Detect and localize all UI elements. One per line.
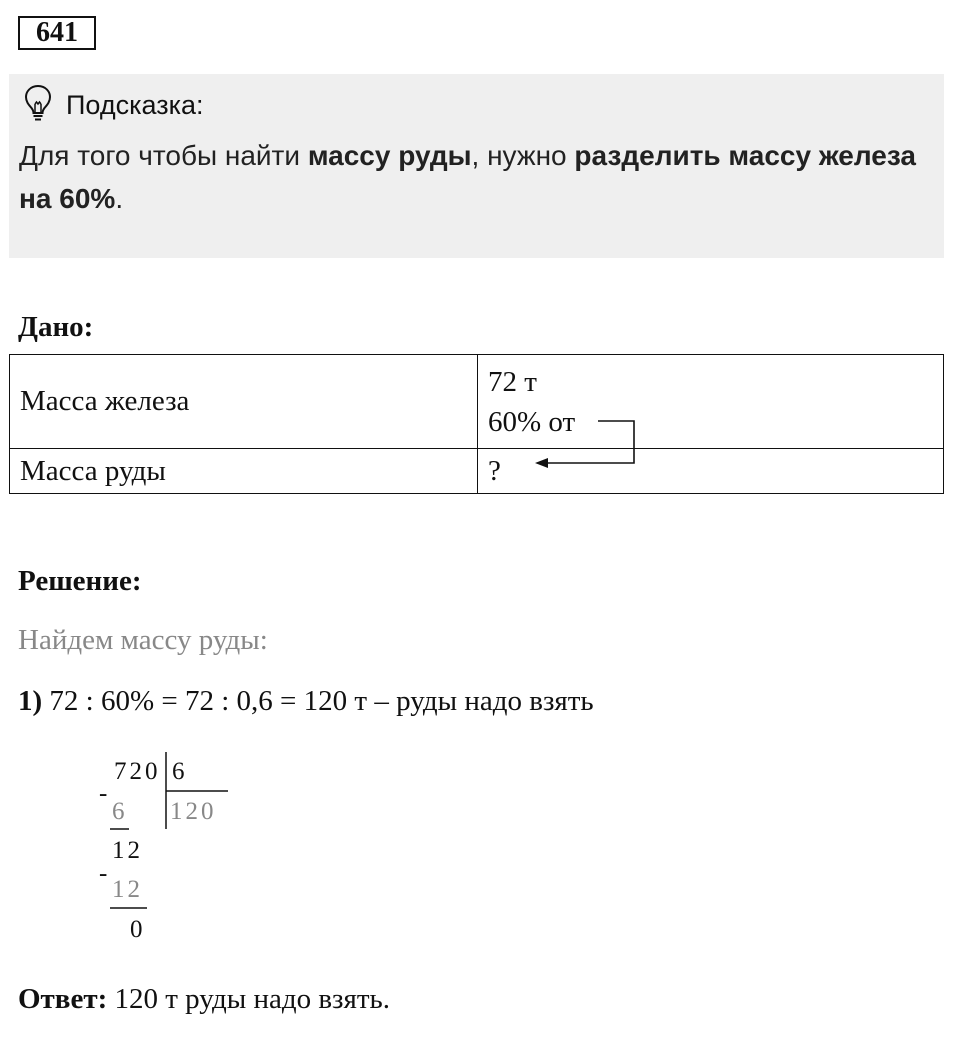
hint-bold-divide: разделить массу железа на 60% [19, 140, 916, 214]
hint-text-part: Для того чтобы найти [19, 140, 308, 171]
answer-line [18, 981, 390, 1017]
solution-heading: Решение: [18, 565, 142, 597]
hint-bold-ore-mass: массу руды [307, 140, 472, 171]
answer-label: Ответ: [18, 983, 108, 1015]
division-remainder-1: 12 [112, 837, 143, 864]
iron-mass-value: 72 т [488, 365, 537, 398]
division-divisor: 6 [172, 758, 188, 785]
division-dividend: 720 [114, 758, 161, 785]
task-number: 641 [18, 16, 96, 50]
row-label: Масса железа [10, 355, 478, 449]
row-label: Масса руды [10, 449, 478, 494]
minus-sign: - [99, 860, 111, 887]
step-number: 1) [18, 685, 43, 717]
hint-text-part: . [115, 183, 124, 214]
row-value: ? [478, 449, 944, 494]
step-text: 72 : 60% = 72 : 0,6 = 120 т – руды надо взять [42, 685, 594, 717]
division-remainder-final: 0 [130, 916, 146, 943]
answer-text: 120 т руды надо взять. [107, 983, 390, 1015]
division-quotient: 120 [170, 798, 217, 825]
division-subtrahend-2: 12 [112, 876, 143, 903]
hint-text-part: , нужно [471, 140, 575, 171]
minus-sign: - [99, 780, 111, 807]
hint-title: Подсказка: [66, 90, 204, 120]
given-heading: Дано: [18, 311, 94, 343]
percent-of-value: 60% от [488, 405, 576, 438]
division-subtrahend-1: 6 [112, 798, 128, 825]
solution-intro: Найдем массу руды: [18, 624, 268, 656]
